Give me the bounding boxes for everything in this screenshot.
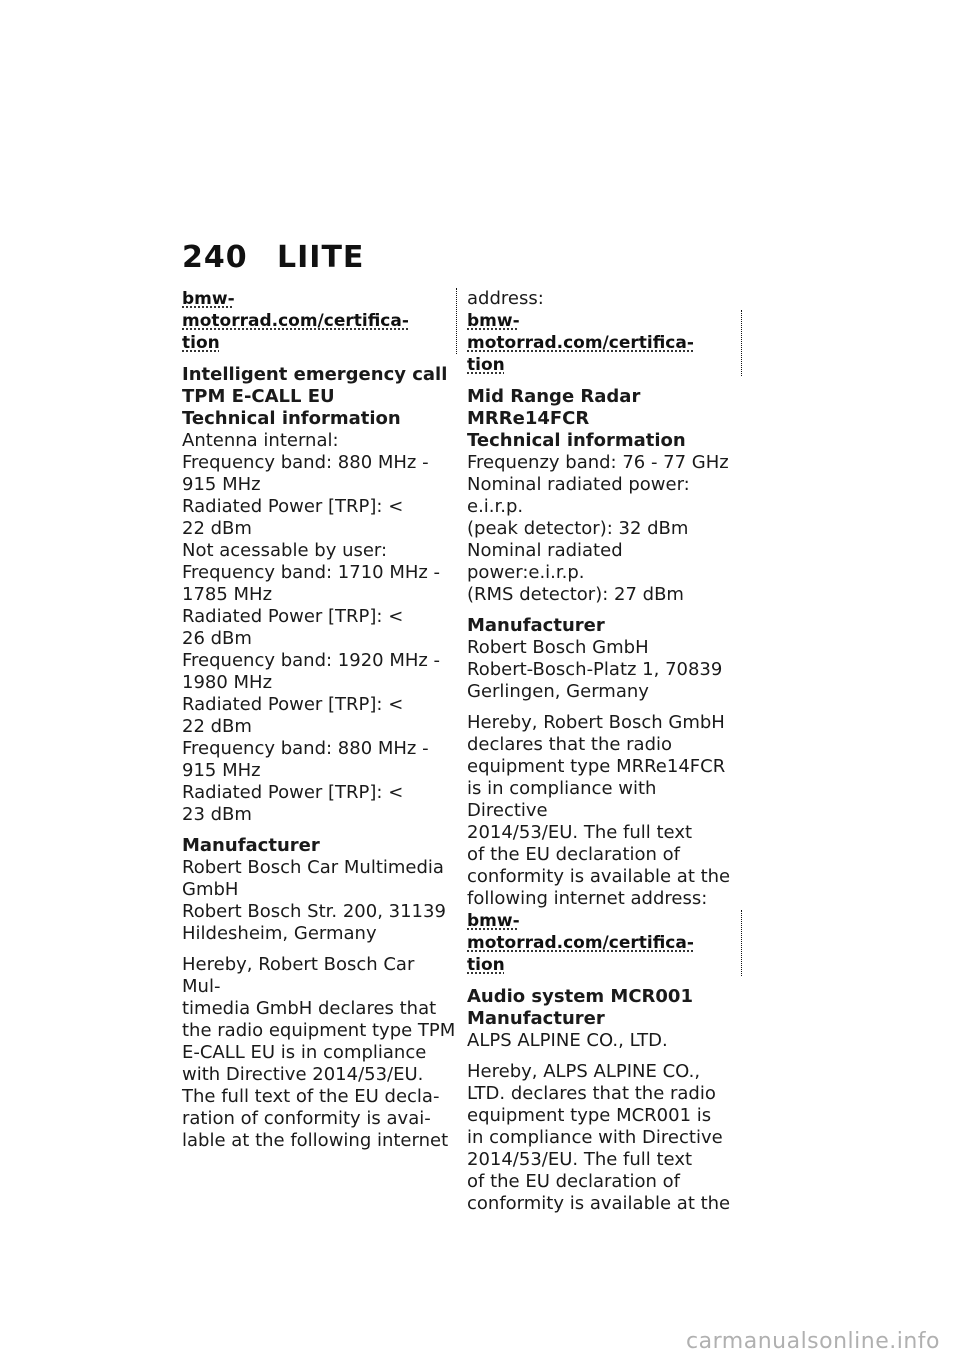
ecall-heading: Intelligent emergency call TPM E-CALL EU: [182, 364, 448, 407]
page-header: [182, 240, 364, 275]
left-column: [182, 288, 457, 1161]
manufacturer-heading: Manufacturer: [182, 835, 320, 856]
audio-heading: Audio system MCR001: [467, 986, 693, 1007]
ecall-declaration: Hereby, Robert Bosch Car Mul- timedia GmbH declares that the radio equipment type TPM E-CALL EU is in compliance with Directive 2014/53/EU. The full text of the EU decla- ration of conformity is avai- lable at the following internet: [182, 954, 456, 1151]
audio-manufacturer-heading: Manufacturer: [467, 1008, 605, 1029]
radar-declaration: Hereby, Robert Bosch GmbH declares that the radio equipment type MRRe14FCR is in compliance with Directive 2014/53/EU. The full text of the EU declaration of conformity is available at the following internet address:: [467, 712, 731, 909]
page-number: 240: [182, 240, 248, 275]
ecall-specs: Antenna internal: Frequency band: 880 MHz - 915 MHz Radiated Power [TRP]: < 22 dBm Not acessable by user: Frequency band: 1710 MHz - 1785 MHz Radiated Power [TRP]: < 26 dBm Frequency band: 1920 MHz - 1980 MHz Radiated Power [TRP]: < 22 dBm Frequency band: 880 MHz - 915 MHz Radiated Power [TRP]: < 23 dBm: [182, 430, 441, 825]
audio-manufacturer: ALPS ALPINE CO., LTD.: [467, 1030, 668, 1051]
radar-specs: Frequenzy band: 76 - 77 GHz Nominal radiated power: e.i.r.p. (peak detector): 32 dBm Nominal radiated power:e.i.r.p. (RMS detector): 27 dBm: [467, 452, 729, 605]
right-column: [467, 288, 742, 1215]
manufacturer-address: Robert Bosch Car Multimedia GmbH Robert Bosch Str. 200, 31139 Hildesheim, Germany: [182, 857, 446, 944]
radar-manufacturer-heading: Manufacturer: [467, 615, 605, 636]
certification-link-radar[interactable]: bmw-motorrad.com/certifica- tion: [467, 310, 742, 376]
chapter-title: LIITE: [277, 240, 365, 275]
certification-link-radar-declaration[interactable]: bmw-motorrad.com/certifica- tion: [467, 910, 742, 976]
radar-manufacturer-address: Robert Bosch GmbH Robert-Bosch-Platz 1, 70839 Gerlingen, Germany: [467, 637, 723, 702]
technical-info-heading: Technical information: [182, 408, 401, 429]
audio-declaration: Hereby, ALPS ALPINE CO., LTD. declares that the radio equipment type MCR001 is in compliance with Directive 2014/53/EU. The full text of the EU declaration of conformity is available at the: [467, 1061, 731, 1214]
address-label: address:: [467, 288, 544, 309]
watermark: carmanualsonline.info: [686, 1329, 940, 1354]
radar-technical-info-heading: Technical information: [467, 430, 686, 451]
certification-link-top[interactable]: bmw-motorrad.com/certifica- tion: [182, 288, 457, 354]
radar-heading: Mid Range Radar MRRe14FCR: [467, 386, 641, 429]
